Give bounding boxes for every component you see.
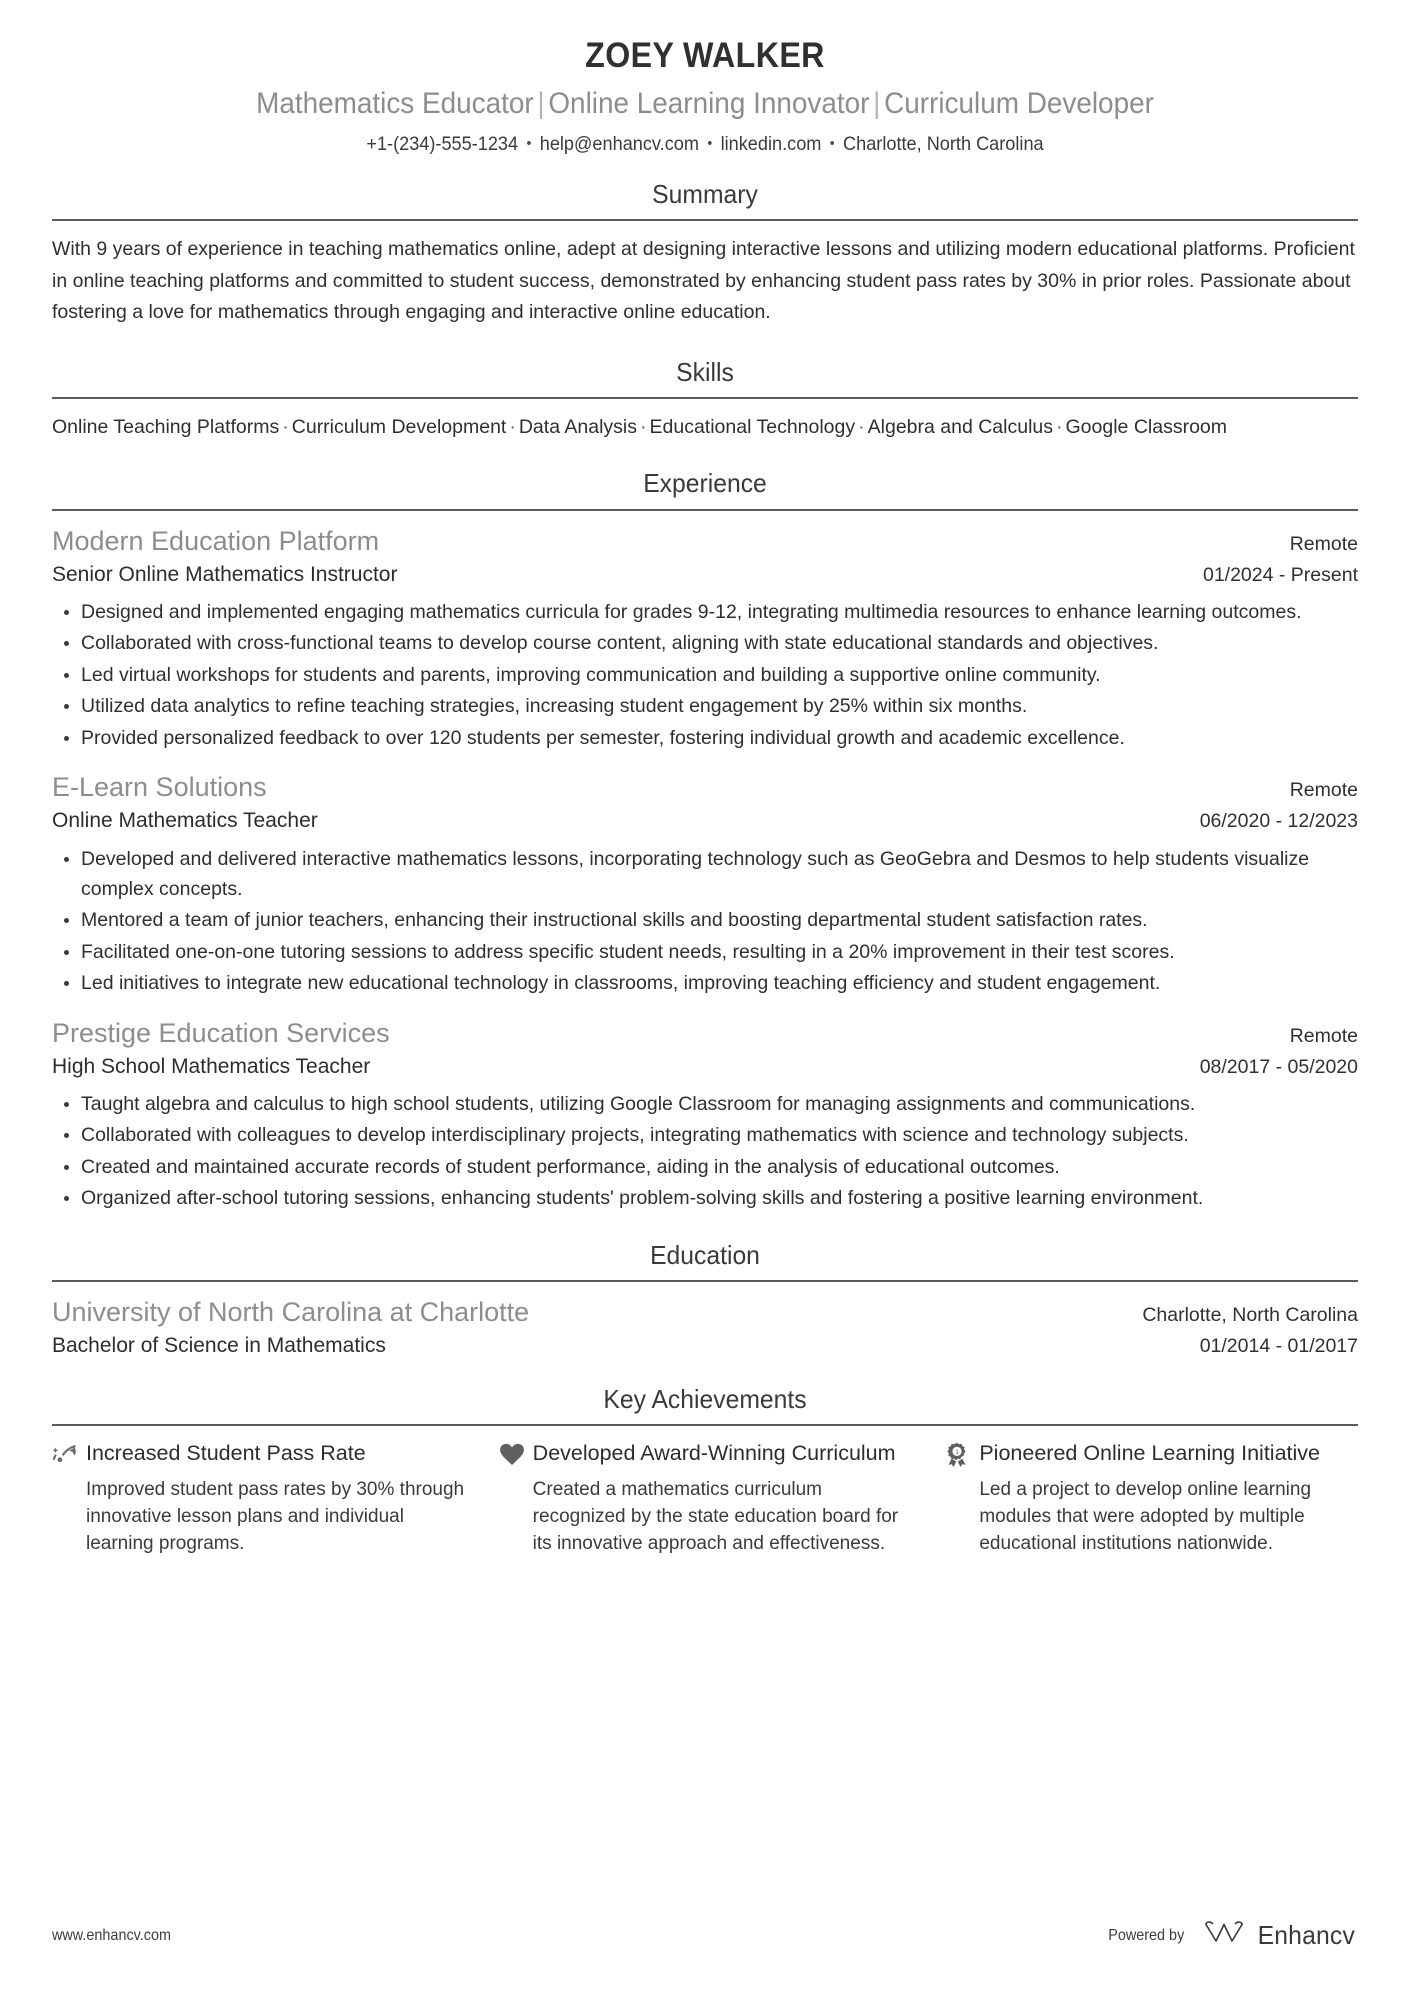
achievement-description: Led a project to develop online learning modules that were adopted by multiple educational institutions nationwide. xyxy=(979,1479,1312,1555)
achievement-item xyxy=(945,1440,1358,1558)
experience-bullet: Facilitated one-on-one tutoring sessions to address specific student needs, resulting in a 20% improvement in their test scores. xyxy=(52,937,1358,967)
education-entry-sub xyxy=(52,1332,1358,1360)
experience-entry-sub xyxy=(52,561,1358,589)
contact-location: Charlotte, North Carolina xyxy=(843,132,1044,155)
skills-list xyxy=(52,412,1358,442)
experience-dates: 08/2017 - 05/2020 xyxy=(1199,1055,1358,1078)
achievement-title: Pioneered Online Learning Initiative xyxy=(979,1441,1320,1466)
education-institution: University of North Carolina at Charlotte xyxy=(52,1296,530,1327)
section-body-skills xyxy=(52,399,1358,442)
achievement-body xyxy=(533,1440,912,1558)
section-title-education: Education xyxy=(650,1239,760,1270)
skill-separator: · xyxy=(282,416,289,439)
achievements-grid xyxy=(52,1426,1358,1558)
education-location: Charlotte, North Carolina xyxy=(1142,1303,1358,1326)
skill-item: Google Classroom xyxy=(1065,416,1227,439)
experience-bullet: Created and maintained accurate records of student performance, aiding in the analysis of educational outcomes. xyxy=(52,1152,1358,1182)
footer-branding xyxy=(1104,1920,1358,1951)
powered-by-label: Powered by xyxy=(1108,1926,1185,1944)
experience-entry-head xyxy=(52,524,1358,559)
experience-entry-sub xyxy=(52,807,1358,835)
contact-phone: +1-(234)-555-1234 xyxy=(366,132,519,155)
svg-text:1: 1 xyxy=(955,1450,960,1457)
experience-dates: 01/2024 - Present xyxy=(1202,563,1358,586)
section-body-experience xyxy=(52,511,1358,1214)
section-title-skills: Skills xyxy=(676,357,734,388)
footer-website-url[interactable]: www.enhancv.com xyxy=(52,1926,171,1944)
skill-separator: · xyxy=(509,416,516,439)
achievement-title: Developed Award-Winning Curriculum xyxy=(532,1441,896,1466)
enhancv-logo-icon xyxy=(1204,1920,1246,1951)
experience-organization: Prestige Education Services xyxy=(52,1017,390,1048)
skill-separator: · xyxy=(640,416,647,439)
enhancv-brand xyxy=(1204,1920,1358,1951)
contact-line xyxy=(98,132,1313,157)
headline-divider-1: | xyxy=(537,86,545,120)
headline-part-1: Mathematics Educator xyxy=(256,86,534,120)
section-experience xyxy=(52,468,1358,1213)
headline-divider-2: | xyxy=(873,86,881,120)
experience-bullet: Developed and delivered interactive mathematics lessons, incorporating technology such as GeoGebra and Desmos to help students visualize complex concepts. xyxy=(52,844,1358,905)
experience-location: Remote xyxy=(1289,1024,1358,1047)
page-footer xyxy=(52,1920,1358,1951)
section-achievements xyxy=(52,1384,1358,1558)
education-entry xyxy=(52,1295,1358,1360)
rising-arrow-icon xyxy=(52,1440,86,1558)
achievement-title: Increased Student Pass Rate xyxy=(86,1441,366,1466)
enhancv-brand-name: Enhancv xyxy=(1257,1920,1356,1950)
award-ribbon-icon xyxy=(945,1440,979,1558)
section-skills xyxy=(52,357,1358,442)
skill-item: Educational Technology xyxy=(649,416,856,439)
contact-email[interactable]: help@enhancv.com xyxy=(539,132,699,155)
experience-bullet: Taught algebra and calculus to high school students, utilizing Google Classroom for managing assignments and communications. xyxy=(52,1089,1358,1119)
candidate-headline xyxy=(98,84,1313,123)
resume-header xyxy=(52,34,1358,157)
experience-entry-head xyxy=(52,770,1358,805)
experience-location: Remote xyxy=(1289,532,1358,555)
contact-linkedin[interactable]: linkedin.com xyxy=(720,132,822,155)
achievement-item xyxy=(499,1440,946,1558)
section-education xyxy=(52,1240,1358,1361)
achievement-description: Created a mathematics curriculum recognized by the state education board for its innovative approach and effectiveness. xyxy=(532,1479,899,1555)
education-dates: 01/2014 - 01/2017 xyxy=(1199,1334,1358,1357)
experience-bullet: Led virtual workshops for students and parents, improving communication and building a supportive online community. xyxy=(52,660,1358,690)
experience-dates: 06/2020 - 12/2023 xyxy=(1199,810,1358,833)
experience-location: Remote xyxy=(1289,779,1358,802)
experience-bullet: Designed and implemented engaging mathematics curricula for grades 9-12, integrating multimedia resources to enhance learning outcomes. xyxy=(52,597,1358,627)
experience-bullet: Led initiatives to integrate new educational technology in classrooms, improving teaching efficiency and student engagement. xyxy=(52,968,1358,998)
experience-role: Senior Online Mathematics Instructor xyxy=(52,562,398,586)
contact-separator-3: • xyxy=(829,134,835,152)
experience-bullets xyxy=(52,597,1358,753)
experience-organization: E-Learn Solutions xyxy=(52,772,267,803)
heart-icon xyxy=(499,1440,533,1558)
experience-bullets xyxy=(52,1089,1358,1214)
experience-entry-head xyxy=(52,1016,1358,1051)
experience-role: High School Mathematics Teacher xyxy=(52,1054,371,1078)
headline-part-3: Curriculum Developer xyxy=(884,86,1154,120)
achievement-body xyxy=(979,1440,1358,1558)
experience-bullet: Utilized data analytics to refine teaching strategies, increasing student engagement by 25% within six months. xyxy=(52,691,1358,721)
contact-separator-1: • xyxy=(526,134,532,152)
skill-item: Curriculum Development xyxy=(291,416,507,439)
achievement-body xyxy=(86,1440,465,1558)
contact-separator-2: • xyxy=(707,134,713,152)
section-summary xyxy=(52,179,1358,329)
experience-bullet: Organized after-school tutoring sessions, enhancing students' problem-solving skills and fostering a positive learning environment. xyxy=(52,1183,1358,1213)
skill-item: Algebra and Calculus xyxy=(867,416,1054,439)
section-body-summary xyxy=(52,221,1358,329)
experience-entry xyxy=(52,524,1358,753)
achievement-description: Improved student pass rates by 30% through innovative lesson plans and individual learning programs. xyxy=(86,1479,465,1555)
experience-role: Online Mathematics Teacher xyxy=(52,809,318,833)
experience-entry-sub xyxy=(52,1053,1358,1081)
experience-bullet: Mentored a team of junior teachers, enhancing their instructional skills and boosting departmental student satisfaction rates. xyxy=(52,905,1358,935)
experience-bullet: Provided personalized feedback to over 120 students per semester, fostering individual growth and academic excellence. xyxy=(52,723,1358,753)
section-title-summary: Summary xyxy=(652,179,758,210)
experience-bullets xyxy=(52,844,1358,999)
summary-text: With 9 years of experience in teaching mathematics online, adept at designing interactive lessons and utilizing modern educational platforms. Proficient in online teaching platforms and committed to student success, demonstrated by enhancing student pass rates by 30% in prior roles. Passionate about fostering a love for mathematics through engaging and interactive online education. xyxy=(52,238,1355,324)
experience-organization: Modern Education Platform xyxy=(52,525,380,556)
education-degree: Bachelor of Science in Mathematics xyxy=(52,1333,386,1357)
skill-item: Data Analysis xyxy=(518,416,637,439)
experience-entry xyxy=(52,770,1358,998)
education-entry-head xyxy=(52,1295,1358,1330)
experience-bullet: Collaborated with cross-functional teams to develop course content, aligning with state educational standards and objectives. xyxy=(52,628,1358,658)
skill-item: Online Teaching Platforms xyxy=(52,416,280,439)
experience-entry xyxy=(52,1016,1358,1214)
headline-part-2: Online Learning Innovator xyxy=(548,86,870,120)
section-body-education xyxy=(52,1282,1358,1360)
achievement-item xyxy=(52,1440,499,1558)
candidate-name: ZOEY WALKER xyxy=(585,36,825,75)
section-title-achievements: Key Achievements xyxy=(603,1384,807,1415)
skill-separator: · xyxy=(858,416,865,439)
section-title-experience: Experience xyxy=(643,468,767,499)
skill-separator: · xyxy=(1056,416,1063,439)
experience-bullet: Collaborated with colleagues to develop interdisciplinary projects, integrating mathematics with science and technology subjects. xyxy=(52,1120,1358,1150)
